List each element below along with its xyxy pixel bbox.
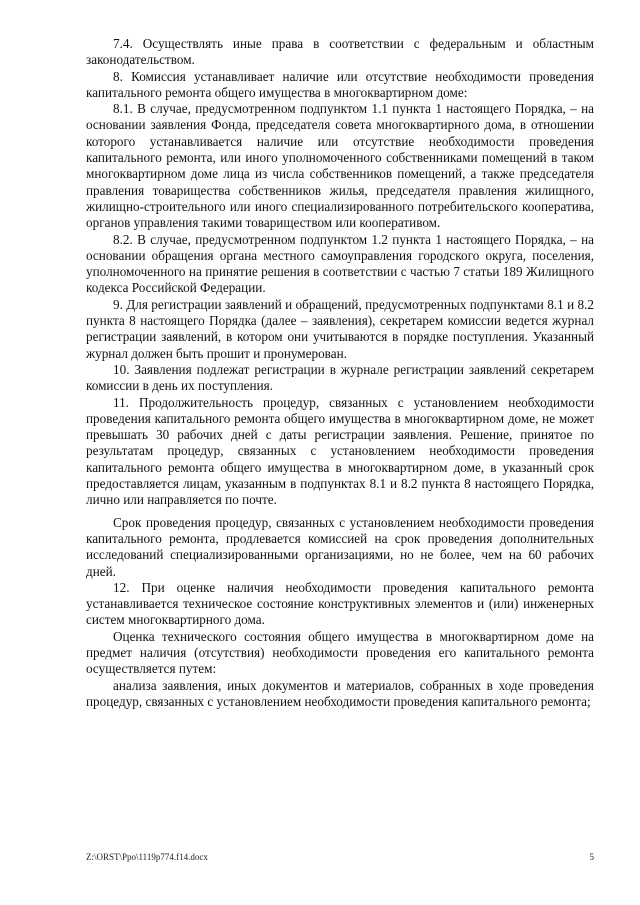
paragraph-10: 10. Заявления подлежат регистрации в журнале регистрации заявлений секретарем комиссии в день их поступления. <box>86 361 594 394</box>
paragraph-8: 8. Комиссия устанавливает наличие или отсутствие необходимости проведения капитального ремонта общего имущества в многоквартирном доме: <box>86 68 594 100</box>
document-page <box>86 36 594 710</box>
footer-file-path: Z:\ORST\Ppo\1119p774.f14.docx <box>86 852 208 862</box>
paragraph-12-assessment: Оценка технического состояния общего имущества в многоквартирном доме на предмет наличия (отсутствия) необходимости проведения его капитального ремонта осуществляется путем: <box>86 628 594 677</box>
page-number: 5 <box>589 852 594 862</box>
paragraph-12-analysis: анализа заявления, иных документов и материалов, собранных в ходе проведения процедур, связанных с установлением необходимости проведения капитального ремонта; <box>86 677 594 709</box>
paragraph-8-1: 8.1. В случае, предусмотренном подпунктом 1.1 пункта 1 настоящего Порядка, – на основании заявления Фонда, председателя совета многоквартирного дома, в отношении которого устанавливается наличие или отсутствие необходимости проведения капитального ремонта, или иного уполномоченного собственниками помещений в таком многоквартирном доме лица из числа собственников помещений, а также председателя правления товарищества собственников жилья, председателя правления жилищного, жилищно-строительного или иного специализированного потребительского кооператива, органов управления такими товариществом или кооперативом. <box>86 101 594 231</box>
paragraph-7-4: 7.4. Осуществлять иные права в соответствии с федеральным и областным законодательством. <box>86 36 594 68</box>
paragraph-8-2: 8.2. В случае, предусмотренном подпунктом 1.2 пункта 1 настоящего Порядка, – на основании обращения органа местного самоуправления городского округа, поселения, уполномоченного на принятие решения в соответствии с частью 7 статьи 189 Жилищного кодекса Российской Федерации. <box>86 231 594 296</box>
paragraph-11: 11. Продолжительность процедур, связанных с установлением необходимости проведения капитального ремонта общего имущества в многоквартирном доме, не может превышать 30 рабочих дней с даты регистрации заявления. Решение, принятое по результатам процедур, связанных с установлением необходимости проведения капитального ремонта общего имущества в многоквартирном доме, в указанный срок предоставляется лицам, указанным в подпунктах 8.1 и 8.2 пункта 8 настоящего Порядка, лично или направляется по почте. <box>86 394 594 508</box>
paragraph-11-term: Срок проведения процедур, связанных с установлением необходимости проведения капитального ремонта, продлевается комиссией на срок проведения дополнительных исследований специализированными организациями, но не более, чем на 60 рабочих дней. <box>86 514 594 579</box>
paragraph-9: 9. Для регистрации заявлений и обращений, предусмотренных подпунктами 8.1 и 8.2 пункта 8 настоящего Порядка (далее – заявления), секретарем комиссии ведется журнал регистрации заявлений, в котором они учитываются в порядке поступления. Указанный журнал должен быть прошит и пронумерован. <box>86 296 594 361</box>
paragraph-12: 12. При оценке наличия необходимости проведения капитального ремонта устанавливается техническое состояние конструктивных элементов и (или) инженерных систем многоквартирного дома. <box>86 579 594 628</box>
